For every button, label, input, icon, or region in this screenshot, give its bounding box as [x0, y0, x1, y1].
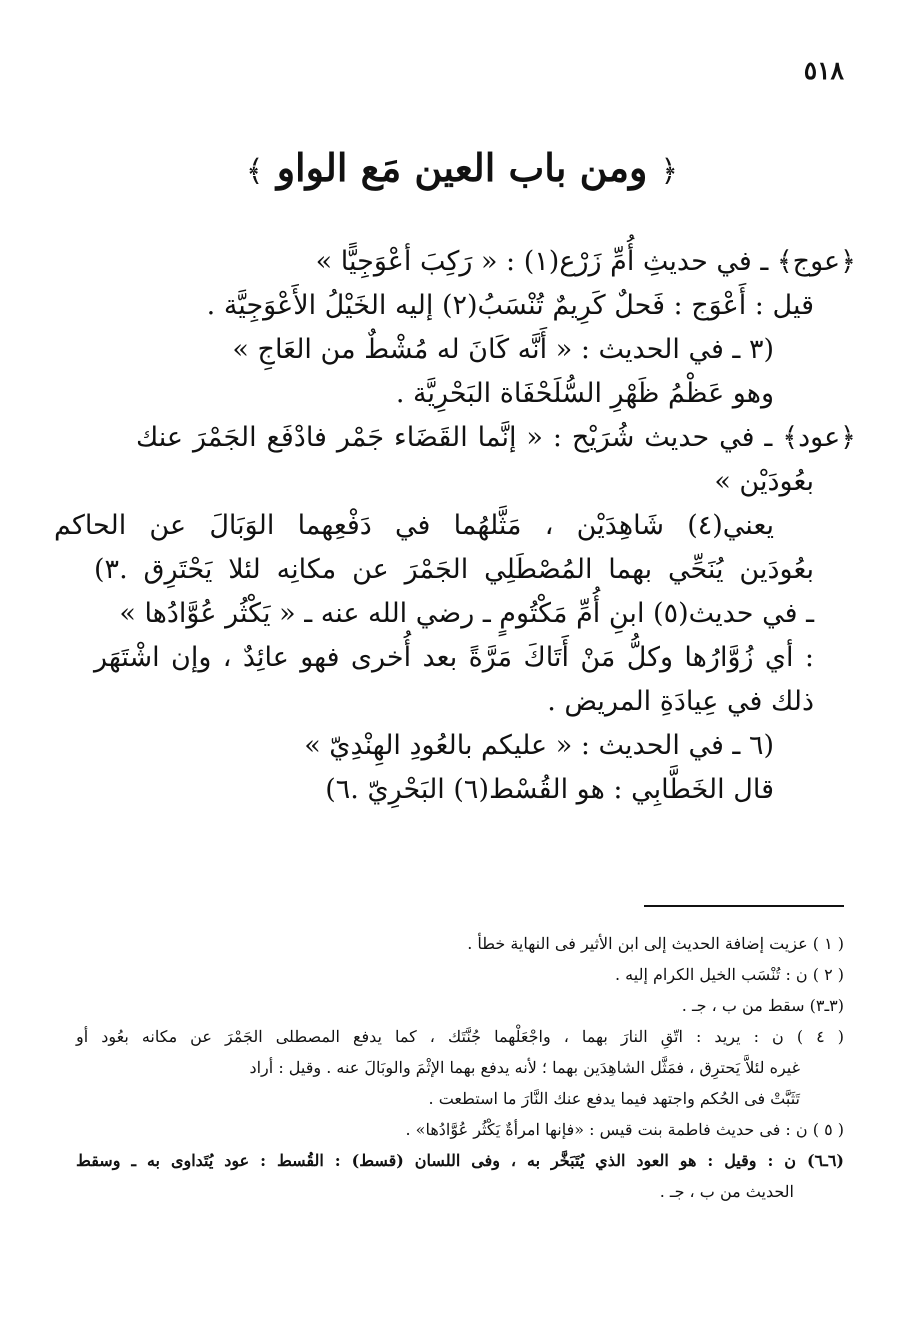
text-line: (٦ ـ في الحديث : « عليكم بالعُودِ الهِنْدِيّ »: [304, 730, 774, 761]
footnote-line: الحديث من ب ، جـ .: [659, 1182, 794, 1201]
text-line: ﴿عوج﴾ ـ في حديثِ أُمِّ زَرْع(١) : « رَكِبَ أعْوَجِيًّا »: [315, 246, 856, 277]
text-line: يعني(٤) شَاهِدَيْن ، مَثَّلهُما في دَفْعِهما الوَبَالَ عن الحاكم: [54, 510, 774, 541]
footnote-line: (٣ـ٣) سقط من ب ، جـ .: [681, 996, 844, 1015]
chapter-title-text: ومن باب العين مَع الواو: [276, 145, 648, 190]
footnote-line: ( ١ ) عزيت إضافة الحديث إلى ابن الأثير فى النهاية خطأ .: [467, 934, 844, 953]
text-line: ﴿عود﴾ ـ في حديث شُرَيْح : « إنَّما القَضَاء جَمْر فادْفَع الجَمْرَ عنك: [136, 422, 856, 453]
text-line: بعُودَيْن »: [714, 466, 814, 497]
text-line: بعُودَين يُنَحِّي بهما المُصْطَلِي الجَمْرَ عن مكانِه لئلا يَحْتَرِق .٣): [94, 554, 814, 585]
text-line: وهو عَظْمُ ظَهْرِ السُّلَحْفَاة البَحْرِيَّة .: [395, 378, 774, 409]
text-line: قال الخَطَّابِي : هو القُسْط(٦) البَحْرِيّ .٦): [325, 774, 774, 805]
footnote-line: ( ٢ ) ن : تُنْسَب الخيل الكرام إليه .: [615, 965, 844, 984]
ornament-left-icon: ﴾: [245, 154, 264, 189]
footnote-line: ( ٤ ) ن : يريد : اتّقِ النارَ بهما ، واجْعَلْهما جُنَّتَك ، كما يدفع المصطلى الجَمْرَ عن مكانه بعُود أو: [76, 1027, 845, 1046]
footnote-line: ( ٥ ) ن : فى حديث فاطمة بنت قيس : «فإنها امرأةٌ يَكْثُر عُوَّادُها» .: [405, 1120, 844, 1139]
text-line: (٣ ـ في الحديث : « أَنَّه كَانَ له مُشْطٌ من العَاجِ »: [232, 334, 774, 365]
footnote-line: (٦ـ٦) ن : وقيل : هو العود الذي يُتَبَخَّر به ، وفى اللسان (قسط) : القُسط : عود يُتَداوى به ـ وسقط: [76, 1151, 844, 1170]
chapter-title: [0, 145, 924, 190]
text-line: قيل : أَعْوَج : فَحلٌ كَرِيمٌ تُنْسَبُ(٢) إليه الخَيْلُ الأَعْوَجِيَّة .: [206, 290, 814, 321]
footnote-line: تَثَبَّتْ فى الحُكم واجتهد فيما يدفع عنك النَّارَ ما استطعت .: [428, 1089, 800, 1108]
page-number: ٥١٨: [803, 56, 844, 85]
text-line: : أي زُوَّارُها وكلُّ مَنْ أَتَاكَ مَرَّةً بعد أُخرى فهو عائِدٌ ، وإن اشْتَهَر: [94, 642, 814, 673]
footnote-line: غيره لئلاَّ يَحترِق ، فمَثَّل الشاهِدَين بهما ؛ لأنه يدفع بهما الإثْمَ والوبَالَ عنه . وقيل : أراد: [249, 1058, 800, 1077]
footnote-divider: [644, 905, 844, 907]
text-line: ـ في حديث(٥) ابنِ أُمِّ مَكْتُومٍ ـ رضي الله عنه ـ « يَكْثُر عُوَّادُها »: [119, 598, 814, 629]
text-line: ذلك في عِيادَةِ المريض .: [547, 686, 814, 717]
ornament-right-icon: ﴿: [660, 154, 679, 189]
